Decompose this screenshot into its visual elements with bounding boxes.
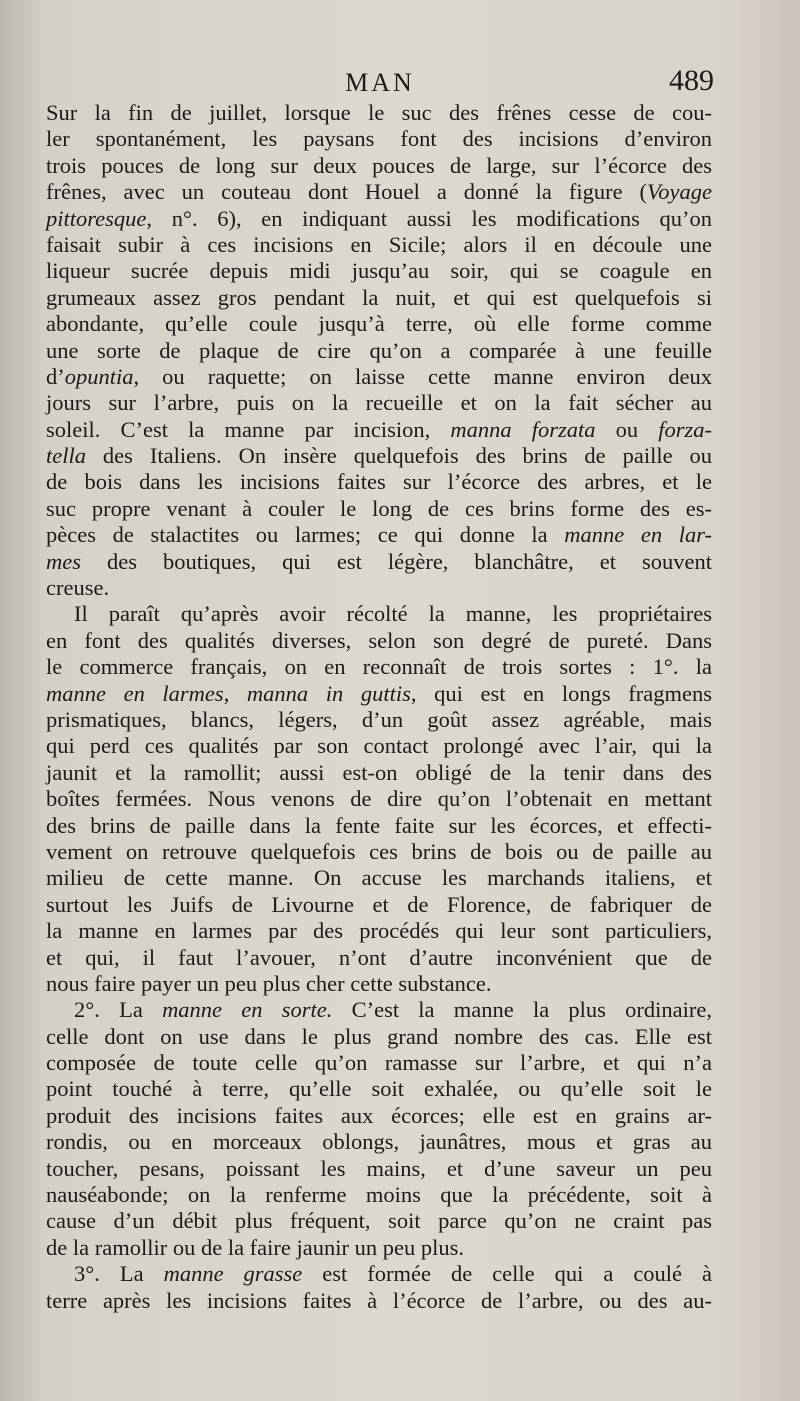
text-line: celle dont on use dans le plus grand nombre des cas. Elle est	[46, 1023, 712, 1049]
text-line: liqueur sucrée depuis midi jusqu’au soir, qui se coagule en	[46, 258, 712, 284]
page-header	[46, 64, 714, 104]
running-head: MAN	[345, 68, 415, 97]
text-line: mes des boutiques, qui est légère, blanchâtre, et souvent	[46, 548, 712, 574]
text-line: trois pouces de long sur deux pouces de large, sur l’écorce des	[46, 152, 712, 178]
text-line: nauséabonde; on la renferme moins que la précédente, soit à	[46, 1182, 712, 1208]
text-line: composée de toute celle qu’on ramasse sur l’arbre, et qui n’a	[46, 1050, 712, 1076]
text-line: d’opuntia, ou raquette; on laisse cette manne environ deux	[46, 363, 712, 389]
text-line: ler spontanément, les paysans font des incisions d’environ	[46, 126, 712, 152]
text-line: soleil. C’est la manne par incision, manna forzata ou forza-	[46, 416, 713, 442]
text-line: en font des qualités diverses, selon son degré de pureté. Dans	[46, 627, 712, 653]
text-line: produit des incisions faites aux écorces; elle est en grains ar-	[46, 1102, 712, 1128]
text-line: le commerce français, on en reconnaît de trois sortes : 1°. la	[46, 654, 712, 680]
text-line: pittoresque, n°. 6), en indiquant aussi les modifications qu’on	[46, 205, 712, 231]
text-line: rondis, ou en morceaux oblongs, jaunâtres, mous et gras au	[46, 1129, 712, 1155]
text-line: Il paraît qu’après avoir récolté la manne, les propriétaires	[74, 601, 712, 627]
text-line: 2°. La manne en sorte. C’est la manne la plus ordinaire,	[74, 997, 712, 1023]
text-line: prismatiques, blancs, légers, d’un goût assez agréable, mais	[46, 706, 712, 732]
text-line: suc propre venant à couler le long de ces brins forme des es-	[46, 495, 712, 521]
text-line: la manne en larmes par des procédés qui leur sont particuliers,	[46, 918, 712, 944]
text-line: de la ramollir ou de la faire jaunir un peu plus.	[46, 1234, 464, 1260]
page-number: 489	[669, 64, 714, 97]
text-line: milieu de cette manne. On accuse les marchands italiens, et	[46, 865, 712, 891]
text-line: Sur la fin de juillet, lorsque le suc des frênes cesse de cou-	[46, 100, 712, 125]
text-line: terre après les incisions faites à l’écorce de l’arbre, ou des au-	[46, 1287, 712, 1313]
text-line: frênes, avec un couteau dont Houel a donné la figure (Voyage	[46, 179, 712, 205]
text-line: jaunit et la ramollit; aussi est-on obligé de la tenir dans des	[46, 759, 712, 785]
text-line: surtout les Juifs de Livourne et de Florence, de fabriquer de	[46, 891, 712, 917]
text-line: abondante, qu’elle coule jusqu’à terre, où elle forme comme	[46, 311, 712, 337]
text-line: toucher, pesans, poissant les mains, et d’une saveur un peu	[46, 1155, 712, 1181]
text-line: cause d’un débit plus fréquent, soit parce qu’on ne craint pas	[46, 1208, 712, 1234]
text-line: tella des Italiens. On insère quelquefois des brins de paille ou	[46, 443, 712, 469]
body-text	[46, 100, 712, 1314]
text-line: grumeaux assez gros pendant la nuit, et qui est quelquefois si	[46, 284, 712, 310]
text-line: point touché à terre, qu’elle soit exhalée, ou qu’elle soit le	[46, 1076, 712, 1102]
text-line: jours sur l’arbre, puis on la recueille et on la fait sécher au	[46, 390, 712, 416]
text-line: nous faire payer un peu plus cher cette substance.	[46, 970, 492, 996]
text-line: boîtes fermées. Nous venons de dire qu’on l’obtenait en mettant	[46, 786, 712, 812]
text-line: une sorte de plaque de cire qu’on a comparée à une feuille	[46, 337, 712, 363]
text-line: faisait subir à ces incisions en Sicile; alors il en découle une	[46, 231, 712, 257]
text-line: des brins de paille dans la fente faite sur les écorces, et effecti-	[46, 812, 712, 838]
text-line: qui perd ces qualités par son contact prolongé avec l’air, qui la	[46, 733, 712, 759]
text-line: 3°. La manne grasse est formée de celle qui a coulé à	[74, 1261, 713, 1287]
text-line: vement on retrouve quelquefois ces brins de bois ou de paille au	[46, 838, 712, 864]
text-line: de bois dans les incisions faites sur l’écorce des arbres, et le	[46, 469, 712, 495]
text-line: manne en larmes, manna in guttis, qui est en longs fragmens	[46, 680, 712, 706]
text-line: creuse.	[46, 575, 110, 601]
text-line: et qui, il faut l’avouer, n’ont d’autre inconvénient que de	[46, 944, 712, 970]
text-line: pèces de stalactites ou larmes; ce qui donne la manne en lar-	[46, 522, 712, 548]
